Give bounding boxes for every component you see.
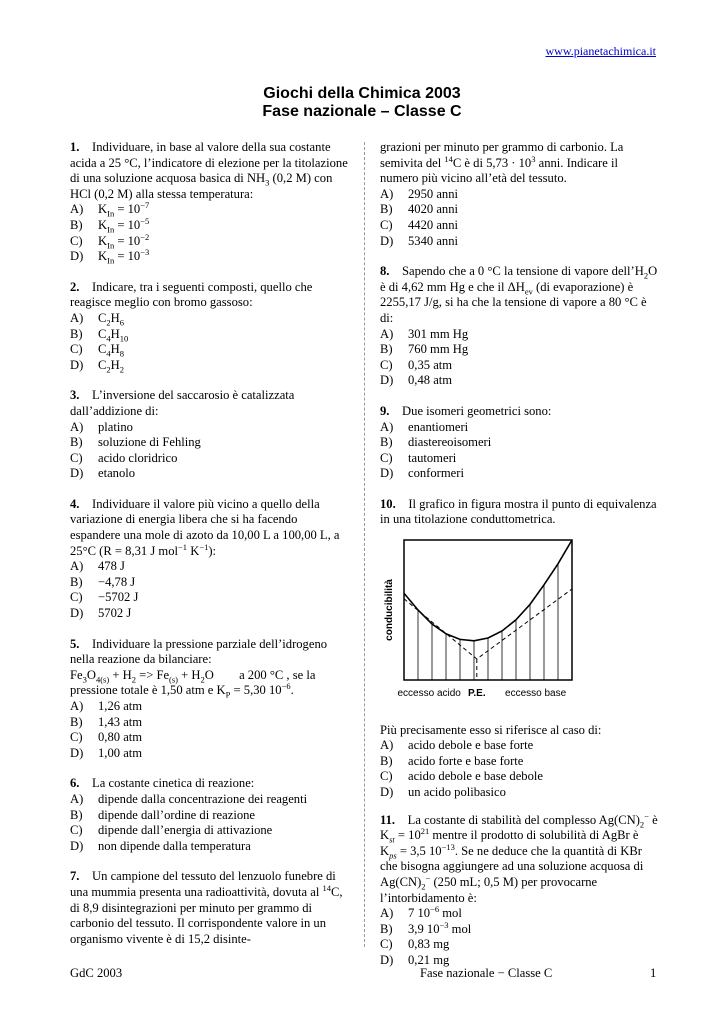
option-text: C: [98, 357, 107, 372]
option-text: 5340 anni: [408, 233, 459, 248]
option-text: acido debole e base forte: [408, 738, 534, 753]
option-letter: B): [380, 342, 393, 357]
option-letter: B): [70, 807, 83, 822]
superscript: −7: [140, 200, 150, 211]
question-text: La costante cinetica di reazione:: [92, 776, 255, 791]
subscript: In: [107, 208, 115, 219]
answer-option: [380, 342, 658, 358]
option-letter: A): [380, 326, 394, 341]
question-text-cont: K: [187, 543, 200, 558]
subscript: 4: [106, 333, 111, 344]
footer-center: Fase nazionale − Classe C: [420, 966, 553, 980]
option-letter: B): [70, 326, 83, 341]
answer-option: [380, 435, 658, 451]
option-text: 760 mm Hg: [408, 342, 469, 357]
option-letter: C): [380, 217, 393, 232]
question-10: [380, 497, 658, 801]
chart-svg: [380, 534, 580, 714]
site-url-link[interactable]: www.pianetachimica.it: [545, 44, 656, 58]
option-text: 478 J: [98, 559, 125, 574]
option-letter: D): [380, 466, 394, 481]
answer-option: [380, 420, 658, 436]
answer-option: [70, 246, 348, 266]
title-line-2: Fase nazionale – Classe C: [262, 103, 462, 120]
question-number: 4.: [70, 496, 80, 511]
subscript: 6: [119, 317, 125, 328]
superscript: −3: [439, 919, 449, 930]
superscript: 14: [444, 153, 453, 164]
options-list: [70, 699, 348, 761]
answer-option: [70, 792, 348, 808]
subscript: 8: [119, 348, 125, 359]
option-text: 7 10: [408, 906, 431, 921]
answer-option: [380, 906, 658, 922]
options-list: [380, 187, 658, 249]
answer-option: [380, 754, 658, 770]
question-text: La costante di stabilità del complesso Ag(CN): [407, 812, 640, 827]
option-letter: C): [70, 342, 83, 357]
option-letter: B): [380, 921, 393, 936]
option-text: platino: [98, 419, 133, 434]
answer-option: [70, 358, 348, 374]
option-text: H: [110, 342, 120, 357]
option-letter: B): [380, 202, 393, 217]
answer-option: [380, 919, 658, 938]
subscript: 2: [119, 364, 125, 375]
option-text: 0,21 mg: [408, 952, 450, 967]
question-number: 5.: [70, 636, 80, 651]
answer-option: [70, 590, 348, 606]
option-letter: A): [70, 559, 84, 574]
option-letter: C): [70, 730, 83, 745]
option-text: non dipende dalla temperatura: [98, 838, 251, 853]
question-4: [70, 497, 348, 622]
question-1: [70, 140, 348, 265]
answer-option: [380, 327, 658, 343]
options-list: [380, 738, 658, 800]
answer-option: [70, 202, 348, 218]
question-text: Sapendo che a 0 °C la tensione di vapore dell’H: [402, 264, 644, 279]
option-text: mol: [448, 921, 472, 936]
option-letter: D): [380, 952, 394, 967]
option-text: dipende dall’energia di attivazione: [98, 823, 273, 838]
answer-option: [70, 342, 348, 358]
option-letter: A): [380, 738, 394, 753]
option-text: etanolo: [98, 466, 136, 481]
answer-option: [380, 373, 658, 389]
answer-option: [70, 420, 348, 436]
option-letter: C): [70, 590, 83, 605]
x-axis-label: eccesso base: [505, 688, 567, 700]
answer-option: [70, 575, 348, 591]
question-text-end: anni. Indicare il numero più vicino all’età del tessuto.: [380, 155, 618, 186]
answer-option: [380, 937, 658, 953]
option-letter: B): [70, 574, 83, 589]
question-text-cont: C è di 5,73 · 10: [452, 155, 532, 170]
question-text: Individuare il valore più vicino a quello della variazione di energia libera che si ha facendo espandere una mole di azoto da 10,00 L a 100,00 L, a 25°C (R = 8,31 J mol: [70, 496, 340, 558]
question-number: 1.: [70, 140, 80, 154]
right-column: [380, 140, 658, 984]
subscript: 10: [119, 333, 129, 344]
answer-option: [380, 234, 658, 250]
subscript: ev: [524, 286, 533, 297]
option-letter: D): [70, 606, 84, 621]
question-6: [70, 776, 348, 854]
question-7-continued: [380, 140, 658, 249]
question-text-after-chart: Più precisamente esso si riferisce al caso di:: [380, 722, 602, 737]
option-text: 1,26 atm: [98, 699, 143, 713]
question-number: 11.: [380, 812, 396, 827]
option-text: = 10: [114, 233, 141, 248]
superscript: −6: [430, 904, 440, 914]
subscript: 2: [106, 364, 111, 375]
question-11: 11. La costante di stabilità del complesso $Ag(CN)_2^-$ è $K_{st} = 10^{21}$ mentre il prodotto di solubilità di AgBr è $K_{ps} = 3,5$ $10^{-13}$. Se ne deduce che la quantità di KBr che bisogna aggiungere ad una soluzione acquosa di $Ag(CN)_2^-$ (250 mL; 0,5 M) per provocarne l’intorbidamento è: A) 7 $10^{-6}$ mol B) 3,9 $10^{-3}$ mol C) 0,83 mg D) 0,21 mg: [380, 810, 658, 967]
option-text: K: [98, 233, 108, 248]
title-line-1: Giochi della Chimica 2003: [263, 85, 461, 102]
option-text: 0,80 atm: [98, 730, 143, 745]
option-text: un acido polibasico: [408, 785, 506, 800]
options-list: [70, 792, 348, 854]
question-text-end: ):: [208, 543, 217, 558]
option-letter: D): [70, 357, 84, 372]
option-text: diastereoisomeri: [408, 435, 492, 450]
superscript: −1: [199, 541, 209, 552]
answer-option: [70, 746, 348, 762]
subscript: In: [107, 240, 115, 251]
option-letter: B): [70, 714, 83, 729]
option-text: dipende dall’ordine di reazione: [98, 807, 256, 822]
option-letter: B): [380, 435, 393, 450]
option-text: 0,48 atm: [408, 373, 453, 388]
question-text: grazioni per minuto per grammo di carbonio. La semivita del: [380, 140, 624, 170]
options-list: [380, 420, 658, 482]
column-divider: [364, 142, 365, 947]
answer-option: [70, 451, 348, 467]
option-letter: A): [70, 310, 84, 325]
options-list: [70, 420, 348, 482]
option-text: = 10: [114, 217, 141, 232]
option-text: H: [110, 310, 120, 325]
subscript: In: [107, 224, 115, 235]
option-text: acido forte e base forte: [408, 753, 524, 768]
footer-left: GdC 2003: [70, 966, 123, 980]
option-text: 0,35 atm: [408, 357, 453, 372]
options-list: [380, 327, 658, 389]
option-text: 0,83 mg: [408, 937, 450, 952]
option-letter: D): [380, 373, 394, 388]
option-text: C: [98, 342, 107, 357]
option-text: 3,9 10: [408, 921, 440, 936]
option-text: C: [98, 310, 107, 325]
superscript: −2: [140, 231, 150, 242]
answer-option: [70, 699, 348, 715]
option-text: H: [110, 357, 120, 372]
option-text: C: [98, 326, 107, 341]
option-text: acido cloridrico: [98, 450, 178, 465]
option-letter: A): [70, 699, 84, 713]
option-text: H: [110, 326, 120, 341]
superscript: 3: [531, 153, 536, 164]
option-letter: A): [380, 186, 394, 201]
question-number: 8.: [380, 264, 390, 279]
x-axis-label: P.E.: [467, 688, 486, 700]
option-letter: C): [70, 233, 83, 248]
option-letter: A): [380, 419, 394, 434]
option-letter: C): [70, 450, 83, 465]
question-number: 2.: [70, 279, 80, 294]
option-letter: C): [380, 357, 393, 372]
option-text: tautomeri: [408, 450, 457, 465]
option-letter: D): [380, 233, 394, 248]
options-list: [380, 906, 658, 968]
option-text: −4,78 J: [98, 574, 136, 589]
subscript: 4: [106, 348, 111, 359]
option-text: enantiomeri: [408, 419, 469, 434]
question-2: [70, 280, 348, 374]
question-text: L’inversione del saccarosio è catalizzata dall’addizione di:: [70, 388, 295, 418]
question-text: Un campione del tessuto del lenzuolo funebre di una mummia presenta una radioattività, dovuta al: [70, 869, 336, 899]
question-text-cont: (0,2 M) con HCl (0,2 M) alla stessa temperatura:: [70, 171, 333, 201]
option-text: 301 mm Hg: [408, 326, 469, 341]
y-axis-label: conducibilità: [384, 579, 395, 641]
answer-option: [380, 738, 658, 754]
answer-option: [70, 435, 348, 451]
option-letter: B): [70, 217, 83, 232]
option-letter: A): [70, 791, 84, 806]
answer-option: [70, 606, 348, 622]
option-text: conformeri: [408, 466, 464, 481]
question-text: Individuare, in base al valore della sua costante acida a 25 °C, l’indicatore di elezione per la titolazione di una soluzione acquosa basica di NH: [70, 140, 348, 186]
subscript: 3: [265, 177, 270, 188]
subscript: 2: [643, 270, 649, 281]
answer-option: [70, 839, 348, 855]
answer-option: [70, 215, 348, 235]
x-axis-label: eccesso acido: [397, 688, 461, 700]
question-8: [380, 264, 658, 389]
answer-option: [70, 715, 348, 731]
option-text: = 10: [114, 202, 141, 217]
option-letter: C): [70, 823, 83, 838]
answer-option: [70, 559, 348, 575]
option-text: 4020 anni: [408, 202, 459, 217]
answer-option: [70, 327, 348, 343]
subscript: In: [107, 255, 115, 266]
option-letter: A): [70, 419, 84, 434]
option-text: mol: [439, 906, 462, 921]
superscript: −1: [178, 541, 188, 552]
option-text: soluzione di Fehling: [98, 435, 201, 450]
option-text: K: [98, 202, 108, 217]
option-text: 2950 anni: [408, 186, 459, 201]
option-letter: B): [70, 435, 83, 450]
option-letter: D): [70, 838, 84, 853]
question-text-end: (di evaporazione) è 2255,17 J/g, si ha che la tensione di vapore a 80 °C è di:: [380, 279, 647, 325]
answer-option: [380, 785, 658, 801]
subscript: 2: [106, 317, 111, 328]
option-text: 1,43 atm: [98, 714, 143, 729]
option-letter: A): [380, 906, 394, 921]
question-9: [380, 404, 658, 482]
question-number: 9.: [380, 403, 390, 418]
question-number: 3.: [70, 388, 80, 403]
question-text-cont: O è di 4,62 mm Hg e che il ΔH: [380, 264, 658, 294]
answer-option: [380, 218, 658, 234]
left-column: [70, 140, 348, 962]
superscript: −3: [140, 246, 150, 257]
option-letter: C): [380, 450, 393, 465]
question-text-cont: C, di 8,9 disintegrazioni per minuto per grammo di carbonio del tessuto. Il corrispondente valore in un organismo vivente è di 15,2 disinte-: [70, 884, 343, 946]
question-3: [70, 388, 348, 482]
question-text: Indicare, tra i seguenti composti, quello che reagisce meglio con bromo gassoso:: [70, 279, 313, 310]
option-text: 4420 anni: [408, 217, 459, 232]
answer-option: [380, 769, 658, 785]
answer-option: [70, 231, 348, 251]
answer-option: [70, 311, 348, 327]
question-number: 7.: [70, 869, 80, 884]
option-letter: D): [380, 785, 394, 800]
option-text: −5702 J: [98, 590, 139, 605]
options-list: [70, 311, 348, 373]
conductometric-chart: [380, 534, 658, 719]
options-list: [70, 202, 348, 264]
question-text: Individuare la pressione parziale dell’idrogeno nella reazione da bilanciare:: [70, 636, 328, 667]
option-letter: D): [70, 745, 84, 760]
option-text: acido debole e base debole: [408, 769, 543, 784]
question-number: 6.: [70, 776, 80, 791]
question-text: Due isomeri geometrici sono:: [402, 403, 552, 418]
option-letter: C): [380, 769, 393, 784]
option-text: 5702 J: [98, 606, 132, 621]
footer-page-number: 1: [650, 966, 657, 980]
option-text: = 10: [114, 249, 141, 264]
question-5: [70, 637, 348, 762]
answer-option: [70, 466, 348, 482]
answer-option: [380, 358, 658, 374]
option-letter: A): [70, 202, 84, 217]
answer-option: [70, 823, 348, 839]
option-text: K: [98, 217, 108, 232]
question-7: [70, 869, 348, 947]
answer-option: [380, 451, 658, 467]
answer-option: [380, 466, 658, 482]
answer-option: [380, 187, 658, 203]
superscript: 14: [322, 882, 331, 893]
answer-option: [380, 202, 658, 218]
curve-line: [404, 540, 572, 641]
reaction-equation: $Fe_3O_{4(s)} + H_2 => Fe_{(s)} + H_2O$ a 200 °C , se la pressione totale è 1,50 atm e $K_P = 5,30$ $10^{-6}$.: [70, 667, 319, 700]
options-list: [70, 559, 348, 621]
superscript: −5: [140, 215, 150, 226]
option-letter: B): [380, 753, 393, 768]
answer-option: [70, 808, 348, 824]
option-text: dipende dalla concentrazione dei reagenti: [98, 791, 308, 806]
answer-option: [70, 730, 348, 746]
question-number: 10.: [380, 496, 396, 511]
option-letter: C): [380, 937, 393, 952]
option-text: 1,00 atm: [98, 745, 143, 760]
option-text: K: [98, 249, 108, 264]
option-letter: D): [70, 466, 84, 481]
page-title: [0, 85, 724, 121]
question-text: Il grafico in figura mostra il punto di equivalenza in una titolazione conduttometrica.: [380, 496, 657, 527]
option-letter: D): [70, 249, 84, 264]
